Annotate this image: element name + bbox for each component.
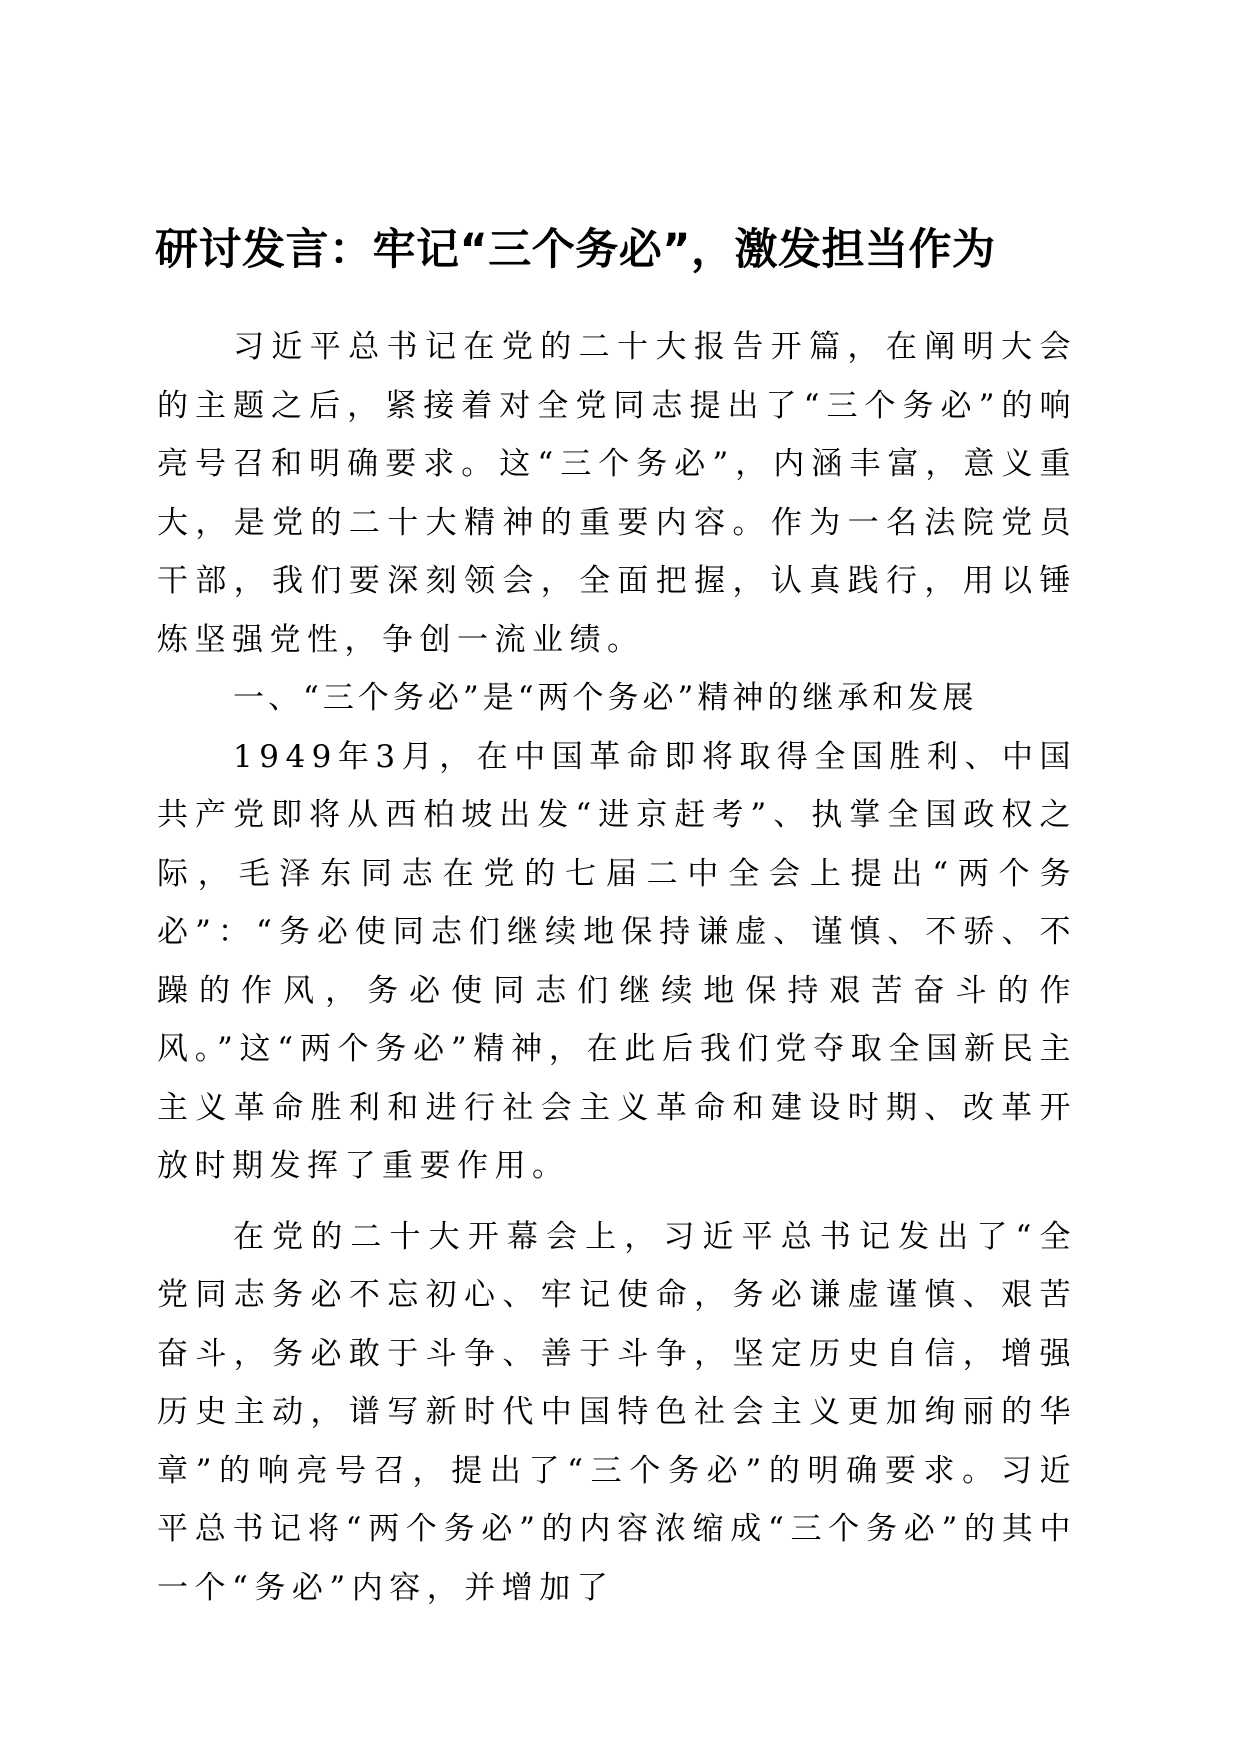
paragraph-intro: 习近平总书记在党的二十大报告开篇，在阐明大会的主题之后，紧接着对全党同志提出了“三个务必”的响亮号召和明确要求。这“三个务必”，内涵丰富，意义重大，是党的二十大精神的重要内容。作为一名法院党员干部，我们要深刻领会，全面把握，认真践行，用以锤炼坚强党性，争创一流业绩。 [157,329,1077,658]
section-heading-1: 一、“三个务必”是“两个务必”精神的继承和发展 [233,680,978,716]
document-body [157,318,1077,1617]
document-title: 研讨发言：牢记“三个务必”，激发担当作为 [155,225,996,275]
paragraph-twentieth-congress: 在党的二十大开幕会上，习近平总书记发出了“全党同志务必不忘初心、牢记使命，务必谦虚谨慎、艰苦奋斗，务必敢于斗争、善于斗争，坚定历史自信，增强历史主动，谱写新时代中国特色社会主义更加绚丽的华章”的响亮号召，提出了“三个务必”的明确要求。习近平总书记将“两个务必”的内容浓缩成“三个务必”的其中一个“务必”内容，并增加了 [157,1218,1077,1606]
paragraph-history: 1949年3月，在中国革命即将取得全国胜利、中国共产党即将从西柏坡出发“进京赶考”、执掌全国政权之际，毛泽东同志在党的七届二中全会上提出“两个务必”：“务必使同志们继续地保持谦虚、谨慎、不骄、不躁的作风，务必使同志们继续地保持艰苦奋斗的作风。”这“两个务必”精神，在此后我们党夺取全国新民主主义革命胜利和进行社会主义革命和建设时期、改革开放时期发挥了重要作用。 [157,738,1077,1184]
